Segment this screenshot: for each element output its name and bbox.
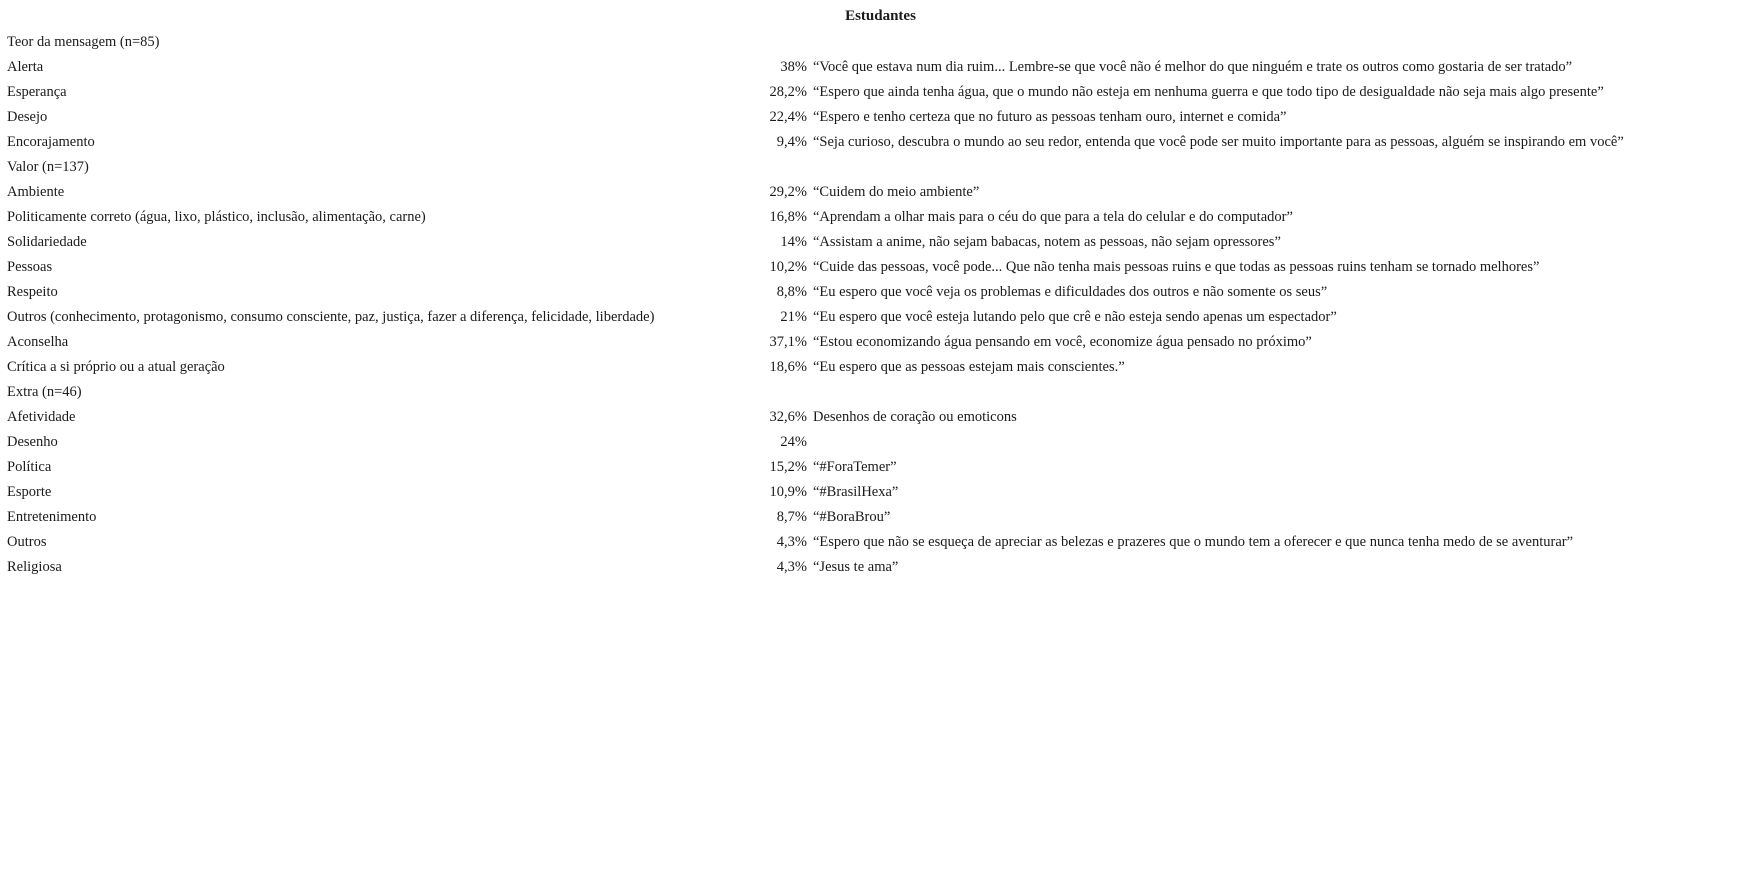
percent-cell: 8,7%: [776, 509, 807, 525]
example-cell: “Eu espero que você veja os problemas e dificuldades dos outros e não somente os seus”: [813, 284, 1328, 300]
category-cell: Desejo: [7, 109, 48, 125]
percent-cell: 32,6%: [769, 409, 807, 425]
category-cell: Outros: [7, 534, 47, 550]
percent-cell: 15,2%: [769, 459, 807, 475]
category-cell: Valor (n=137): [7, 159, 89, 175]
table-row: [7, 355, 1757, 380]
example-cell: “Cuidem do meio ambiente”: [813, 184, 980, 200]
category-cell: Encorajamento: [7, 134, 95, 150]
example-cell: “Assistam a anime, não sejam babacas, notem as pessoas, não sejam opressores”: [813, 234, 1281, 250]
example-cell: “Espero e tenho certeza que no futuro as pessoas tenham ouro, internet e comida”: [813, 109, 1287, 125]
table-title: Estudantes: [845, 8, 916, 24]
table-row: [7, 230, 1757, 255]
percent-cell: 14%: [780, 234, 807, 250]
table-row: [7, 80, 1757, 105]
percent-cell: 37,1%: [769, 334, 807, 350]
table-row: [7, 205, 1757, 230]
table-row: [7, 380, 1757, 405]
percent-cell: 21%: [780, 309, 807, 325]
percent-cell: 10,9%: [769, 484, 807, 500]
example-cell: “#BoraBrou”: [813, 509, 891, 525]
percent-cell: 24%: [780, 434, 807, 450]
example-cell: “Espero que ainda tenha água, que o mundo não esteja em nenhuma guerra e que todo tipo de desigualdade não seja mais algo presente”: [813, 84, 1604, 100]
percent-cell: 4,3%: [776, 534, 807, 550]
category-cell: Politicamente correto (água, lixo, plástico, inclusão, alimentação, carne): [7, 209, 426, 225]
table-row: [7, 530, 1757, 555]
example-cell: “Seja curioso, descubra o mundo ao seu redor, entenda que você pode ser muito importante para as pessoas, alguém se inspirando em você”: [813, 134, 1624, 150]
category-cell: Política: [7, 459, 52, 475]
category-cell: Crítica a si próprio ou a atual geração: [7, 359, 225, 375]
example-cell: “Aprendam a olhar mais para o céu do que para a tela do celular e do computador”: [813, 209, 1293, 225]
example-cell: “Estou economizando água pensando em você, economize água pensado no próximo”: [813, 334, 1312, 350]
example-cell: “Você que estava num dia ruim... Lembre-se que você não é melhor do que ninguém e trate os outros como gostaria de ser tratado”: [813, 59, 1573, 75]
percent-cell: 38%: [780, 59, 807, 75]
category-cell: Outros (conhecimento, protagonismo, consumo consciente, paz, justiça, fazer a diferença, felicidade, liberdade): [7, 309, 655, 325]
category-cell: Esporte: [7, 484, 52, 500]
category-cell: Entretenimento: [7, 509, 97, 525]
category-cell: Teor da mensagem (n=85): [7, 34, 160, 50]
example-cell: “Espero que não se esqueça de apreciar as belezas e prazeres que o mundo tem a oferecer e que nunca tenha medo de se aventurar”: [813, 534, 1574, 550]
percent-cell: 29,2%: [769, 184, 807, 200]
percent-cell: 9,4%: [776, 134, 807, 150]
table-row: [7, 30, 1757, 55]
percent-cell: 18,6%: [769, 359, 807, 375]
example-cell: “#ForaTemer”: [813, 459, 897, 475]
percent-cell: 4,3%: [776, 559, 807, 575]
table-row: [7, 105, 1757, 130]
percent-cell: 16,8%: [769, 209, 807, 225]
table-row: [7, 55, 1757, 80]
table-row: [7, 130, 1757, 155]
example-cell: “Cuide das pessoas, você pode... Que não tenha mais pessoas ruins e que todas as pessoas ruins tenham se tornado melhores”: [813, 259, 1540, 275]
table-row: [7, 330, 1757, 355]
table-row: [7, 305, 1757, 330]
example-cell: “Eu espero que você esteja lutando pelo que crê e não esteja sendo apenas um espectador”: [813, 309, 1337, 325]
table-row: [7, 180, 1757, 205]
category-cell: Alerta: [7, 59, 44, 75]
example-cell: “Jesus te ama”: [813, 559, 899, 575]
table-row: [7, 405, 1757, 430]
category-cell: Solidariedade: [7, 234, 87, 250]
category-cell: Respeito: [7, 284, 58, 300]
category-cell: Extra (n=46): [7, 384, 82, 400]
table-row: [7, 255, 1757, 280]
percent-cell: 22,4%: [769, 109, 807, 125]
category-cell: Desenho: [7, 434, 58, 450]
table-row: [7, 430, 1757, 455]
results-table: [7, 30, 1757, 580]
percent-cell: 10,2%: [769, 259, 807, 275]
table-row: [7, 455, 1757, 480]
example-cell: “#BrasilHexa”: [813, 484, 899, 500]
example-cell: Desenhos de coração ou emoticons: [813, 409, 1017, 425]
table-row: [7, 555, 1757, 580]
category-cell: Ambiente: [7, 184, 65, 200]
category-cell: Religiosa: [7, 559, 62, 575]
category-cell: Esperança: [7, 84, 67, 100]
table-row: [7, 480, 1757, 505]
percent-cell: 8,8%: [776, 284, 807, 300]
category-cell: Aconselha: [7, 334, 69, 350]
percent-cell: 28,2%: [769, 84, 807, 100]
category-cell: Afetividade: [7, 409, 76, 425]
table-row: [7, 280, 1757, 305]
table-row: [7, 505, 1757, 530]
example-cell: “Eu espero que as pessoas estejam mais conscientes.”: [813, 359, 1125, 375]
table-row: [7, 155, 1757, 180]
category-cell: Pessoas: [7, 259, 53, 275]
